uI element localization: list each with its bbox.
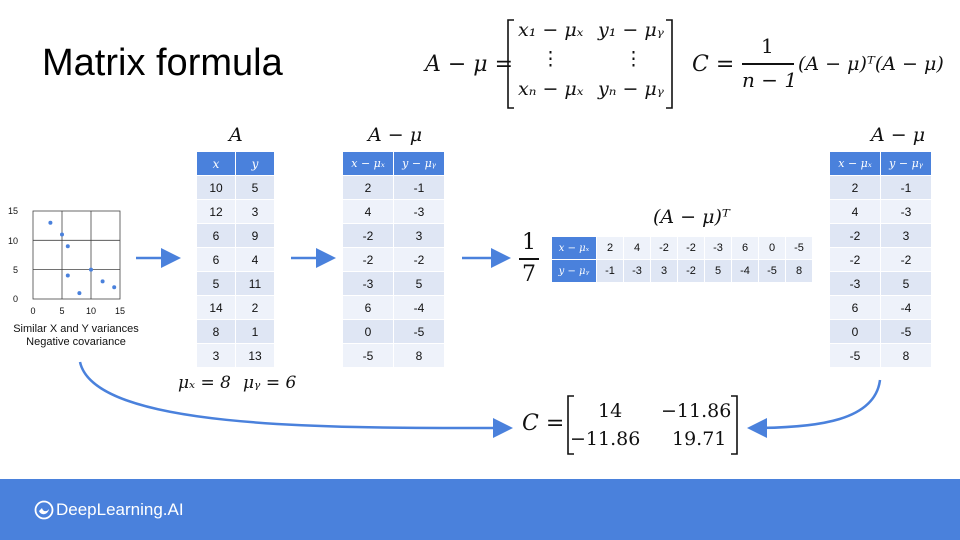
centered-matrix-r3c1: xₙ − μₓ bbox=[518, 78, 584, 100]
matrix-a-cell-3-0: 6 bbox=[197, 248, 236, 272]
transpose-cell-1-5: -4 bbox=[732, 260, 759, 283]
result-c12: −11.86 bbox=[661, 400, 732, 422]
table-row bbox=[197, 344, 275, 368]
matrix-a-cell-2-0: 6 bbox=[197, 224, 236, 248]
x-tick-5: 5 bbox=[59, 306, 65, 316]
transpose-cell-0-7: -5 bbox=[786, 237, 813, 260]
result-c22: 19.71 bbox=[672, 428, 727, 450]
centered-cell-7-0: -5 bbox=[343, 344, 394, 368]
centered-matrix-r1c1: x₁ − μₓ bbox=[518, 19, 584, 41]
table-row bbox=[830, 224, 932, 248]
matrix-a-cell-4-1: 11 bbox=[236, 272, 275, 296]
transpose-table bbox=[551, 236, 813, 283]
table-row bbox=[197, 224, 275, 248]
centered-matrix-r3c2: yₙ − μᵧ bbox=[598, 78, 664, 100]
centered-cell-4-0: -3 bbox=[343, 272, 394, 296]
curve-right-to-result bbox=[752, 380, 880, 428]
table-row bbox=[830, 200, 932, 224]
right-centered-header-0: x − μₓ bbox=[830, 152, 881, 176]
table-row bbox=[343, 344, 445, 368]
covariance-fraction-numerator: 1 bbox=[761, 34, 774, 58]
table-row bbox=[343, 200, 445, 224]
x-tick-10: 10 bbox=[85, 306, 97, 316]
transpose-cell-1-4: 5 bbox=[705, 260, 732, 283]
matrix-a-cell-7-1: 13 bbox=[236, 344, 275, 368]
table-row bbox=[197, 272, 275, 296]
centered-cell-1-0: 4 bbox=[343, 200, 394, 224]
transpose-cell-0-4: -3 bbox=[705, 237, 732, 260]
y-tick-15: 15 bbox=[7, 206, 18, 216]
right-centered-cell-4-1: 5 bbox=[881, 272, 932, 296]
matrix-a-cell-3-1: 4 bbox=[236, 248, 275, 272]
transpose-cell-1-0: -1 bbox=[597, 260, 624, 283]
right-centered-cell-4-0: -3 bbox=[830, 272, 881, 296]
table-row bbox=[343, 272, 445, 296]
centered-cell-4-1: 5 bbox=[394, 272, 445, 296]
centered-cell-7-1: 8 bbox=[394, 344, 445, 368]
right-centered-cell-3-1: -2 bbox=[881, 248, 932, 272]
matrix-a-header-1: y bbox=[236, 152, 275, 176]
matrix-a-cell-4-0: 5 bbox=[197, 272, 236, 296]
result-c11: 14 bbox=[598, 400, 623, 422]
right-centered-header-1: y − μᵧ bbox=[881, 152, 932, 176]
table-row bbox=[830, 248, 932, 272]
centered-cell-0-1: -1 bbox=[394, 176, 445, 200]
right-centered-matrix-label: A − μ bbox=[871, 124, 926, 146]
scale-fraction-denominator: 7 bbox=[522, 262, 536, 287]
right-centered-cell-1-0: 4 bbox=[830, 200, 881, 224]
centered-cell-1-1: -3 bbox=[394, 200, 445, 224]
result-lhs: C = bbox=[522, 411, 565, 436]
transpose-cell-1-3: -2 bbox=[678, 260, 705, 283]
table-row bbox=[343, 176, 445, 200]
transpose-cell-0-1: 4 bbox=[624, 237, 651, 260]
table-row bbox=[830, 272, 932, 296]
transpose-cell-1-1: -3 bbox=[624, 260, 651, 283]
centered-cell-6-0: 0 bbox=[343, 320, 394, 344]
right-centered-cell-5-1: -4 bbox=[881, 296, 932, 320]
transpose-cell-0-3: -2 bbox=[678, 237, 705, 260]
table-row bbox=[197, 200, 275, 224]
deeplearning-logo-icon bbox=[34, 500, 54, 520]
centered-cell-0-0: 2 bbox=[343, 176, 394, 200]
matrix-a-table bbox=[196, 151, 275, 368]
transpose-cell-1-7: 8 bbox=[786, 260, 813, 283]
transpose-cell-0-2: -2 bbox=[651, 237, 678, 260]
centered-matrix-label: A − μ bbox=[368, 124, 423, 146]
matrix-a-cell-6-1: 1 bbox=[236, 320, 275, 344]
page-title: Matrix formula bbox=[42, 42, 283, 84]
right-centered-cell-2-1: 3 bbox=[881, 224, 932, 248]
table-row bbox=[830, 176, 932, 200]
matrix-a-cell-6-0: 8 bbox=[197, 320, 236, 344]
centered-matrix-r2c1: ⋮ bbox=[541, 48, 560, 70]
right-centered-cell-6-1: -5 bbox=[881, 320, 932, 344]
centered-formula-lhs: A − μ = bbox=[425, 52, 514, 77]
transpose-cell-0-6: 0 bbox=[759, 237, 786, 260]
centered-header-1: y − μᵧ bbox=[394, 152, 445, 176]
footer-brand: DeepLearning.AI bbox=[56, 500, 184, 519]
centered-matrix-table bbox=[342, 151, 445, 368]
transpose-label: (A − μ)ᵀ bbox=[653, 206, 730, 228]
table-row bbox=[552, 237, 813, 260]
table-row bbox=[343, 296, 445, 320]
table-row bbox=[343, 248, 445, 272]
x-tick-0: 0 bbox=[30, 306, 36, 316]
table-row bbox=[830, 296, 932, 320]
x-tick-15: 15 bbox=[114, 306, 126, 316]
mean-x: μₓ = 8 bbox=[178, 373, 231, 393]
scatter-caption-line2: Negative covariance bbox=[26, 336, 126, 348]
centered-cell-2-0: -2 bbox=[343, 224, 394, 248]
matrix-a-cell-0-1: 5 bbox=[236, 176, 275, 200]
matrix-a-cell-5-1: 2 bbox=[236, 296, 275, 320]
centered-cell-6-1: -5 bbox=[394, 320, 445, 344]
right-centered-cell-7-1: 8 bbox=[881, 344, 932, 368]
centered-cell-5-0: 6 bbox=[343, 296, 394, 320]
scale-fraction-bar bbox=[519, 258, 539, 260]
matrix-a-cell-1-1: 3 bbox=[236, 200, 275, 224]
transpose-row-header-0: x − μₓ bbox=[552, 237, 597, 260]
scale-fraction-numerator: 1 bbox=[522, 230, 536, 255]
table-row bbox=[552, 260, 813, 283]
right-centered-cell-5-0: 6 bbox=[830, 296, 881, 320]
right-centered-cell-0-1: -1 bbox=[881, 176, 932, 200]
right-centered-cell-1-1: -3 bbox=[881, 200, 932, 224]
table-row bbox=[343, 320, 445, 344]
matrix-a-cell-2-1: 9 bbox=[236, 224, 275, 248]
centered-matrix-r2c2: ⋮ bbox=[624, 48, 643, 70]
table-row bbox=[197, 320, 275, 344]
centered-matrix-r1c2: y₁ − μᵧ bbox=[598, 19, 664, 41]
result-c21: −11.86 bbox=[570, 428, 641, 450]
transpose-cell-1-6: -5 bbox=[759, 260, 786, 283]
right-centered-cell-2-0: -2 bbox=[830, 224, 881, 248]
table-row bbox=[197, 176, 275, 200]
y-tick-5: 5 bbox=[12, 265, 18, 275]
table-row bbox=[343, 224, 445, 248]
transpose-cell-0-5: 6 bbox=[732, 237, 759, 260]
centered-cell-2-1: 3 bbox=[394, 224, 445, 248]
right-centered-matrix-table bbox=[829, 151, 932, 368]
matrix-a-cell-0-0: 10 bbox=[197, 176, 236, 200]
y-tick-0: 0 bbox=[12, 294, 18, 304]
transpose-cell-1-2: 3 bbox=[651, 260, 678, 283]
scatter-caption-line1: Similar X and Y variances bbox=[13, 323, 139, 335]
table-row bbox=[830, 344, 932, 368]
centered-header-0: x − μₓ bbox=[343, 152, 394, 176]
centered-cell-5-1: -4 bbox=[394, 296, 445, 320]
matrix-a-cell-1-0: 12 bbox=[197, 200, 236, 224]
curve-scatter-to-result bbox=[80, 362, 508, 428]
matrix-a-cell-5-0: 14 bbox=[197, 296, 236, 320]
table-row bbox=[197, 248, 275, 272]
right-centered-cell-3-0: -2 bbox=[830, 248, 881, 272]
matrix-a-label: A bbox=[229, 124, 243, 146]
transpose-cell-0-0: 2 bbox=[597, 237, 624, 260]
table-row bbox=[197, 296, 275, 320]
covariance-formula-lhs: C = bbox=[692, 52, 735, 77]
centered-cell-3-1: -2 bbox=[394, 248, 445, 272]
covariance-fraction-denominator: n − 1 bbox=[742, 68, 798, 92]
y-tick-10: 10 bbox=[7, 236, 18, 246]
transpose-row-header-1: y − μᵧ bbox=[552, 260, 597, 283]
mean-y: μᵧ = 6 bbox=[243, 373, 297, 393]
right-centered-cell-7-0: -5 bbox=[830, 344, 881, 368]
covariance-formula-rhs: (A − μ)ᵀ(A − μ) bbox=[798, 53, 944, 75]
matrix-a-cell-7-0: 3 bbox=[197, 344, 236, 368]
matrix-a-header-0: x bbox=[197, 152, 236, 176]
right-centered-cell-0-0: 2 bbox=[830, 176, 881, 200]
table-row bbox=[830, 320, 932, 344]
centered-cell-3-0: -2 bbox=[343, 248, 394, 272]
right-centered-cell-6-0: 0 bbox=[830, 320, 881, 344]
